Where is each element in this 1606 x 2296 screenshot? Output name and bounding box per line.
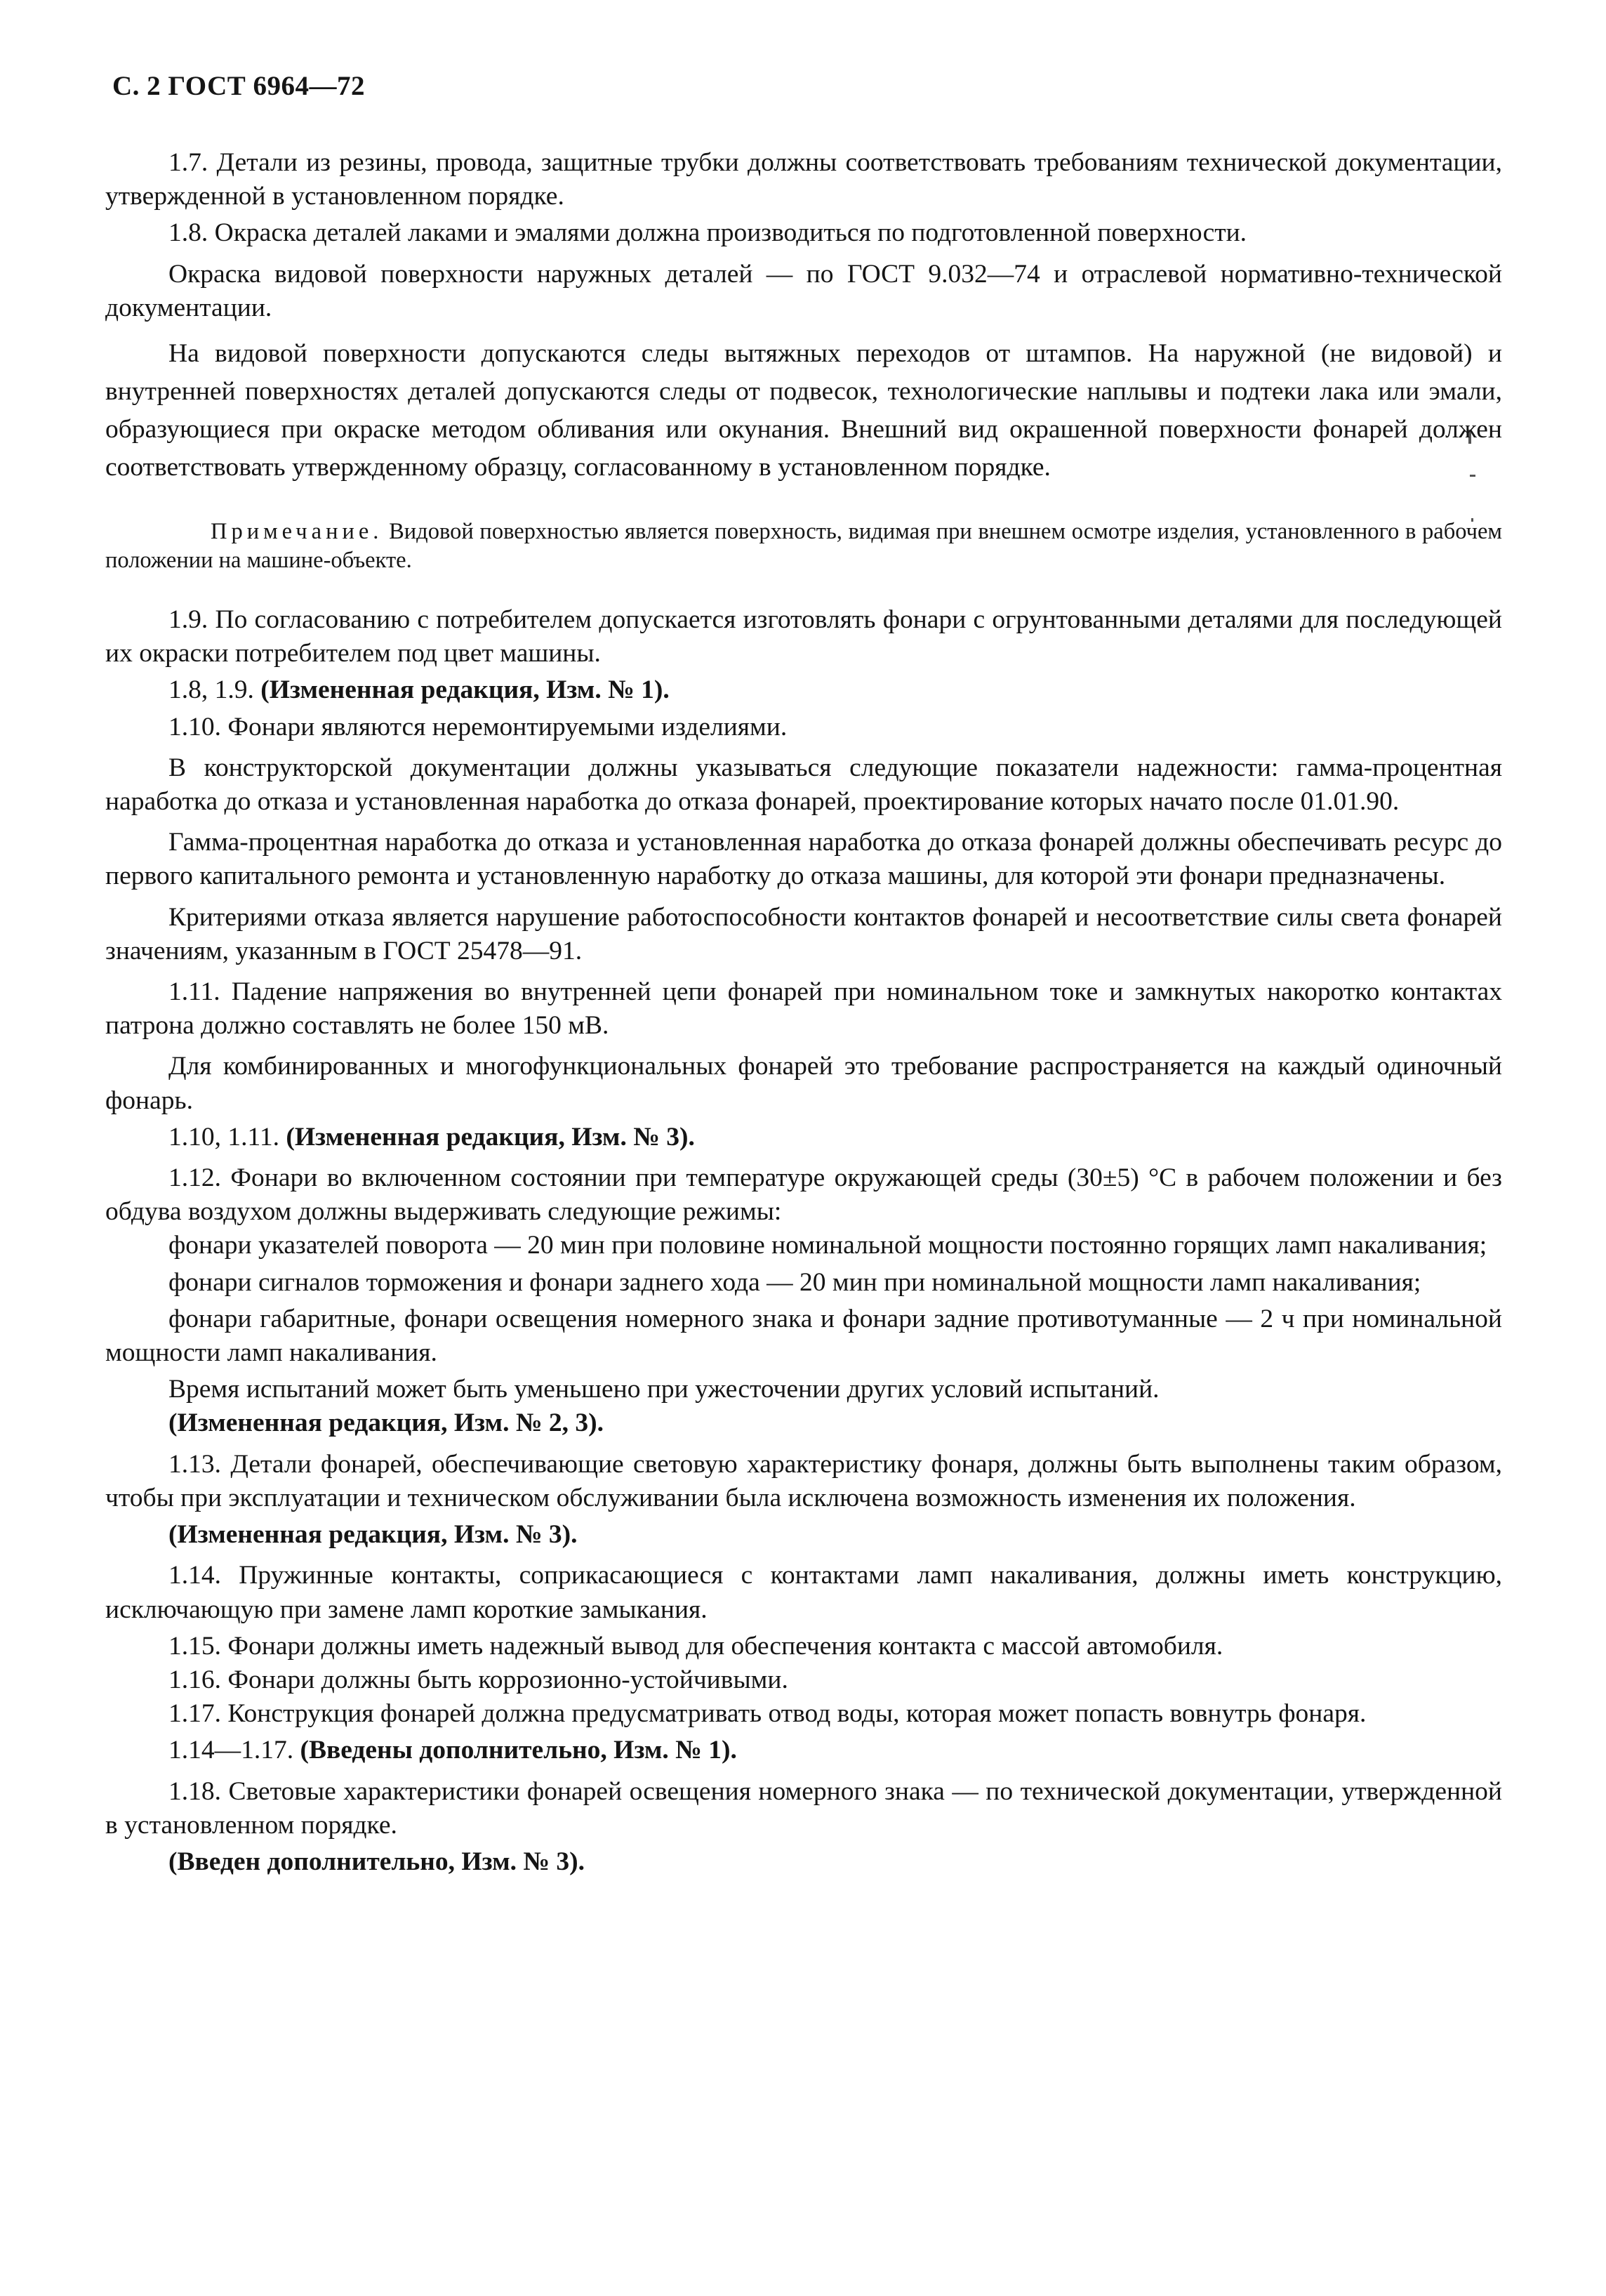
- paragraph: 1.16. Фонари должны быть коррозионно-устойчивыми.: [168, 1665, 788, 1694]
- amendment-line: (Введен дополнительно, Изм. № 3).: [168, 1847, 585, 1876]
- paragraph: 1.9. По согласованию с потребителем допускается изготовлять фонари с огрунтованными деталями для последующей их окраски потребителем под цвет машины.: [105, 605, 1502, 668]
- paragraph: 1.12. Фонари во включенном состоянии при температуре окружающей среды (30±5) °С в рабочем положении и без обдува воздухом должны выдерживать следующие режимы:: [105, 1163, 1502, 1227]
- paragraph: 1.10. Фонари являются неремонтируемыми изделиями.: [168, 712, 788, 741]
- paragraph: 1.13. Детали фонарей, обеспечивающие световую характеристику фонаря, должны быть выполнены таким образом, чтобы при эксплуатации и техническом обслуживании была исключена возможность изменения их положения.: [105, 1449, 1502, 1512]
- paragraph: фонари сигналов торможения и фонари заднего хода — 20 мин при номинальной мощности ламп накаливания;: [168, 1267, 1421, 1297]
- paragraph: фонари габаритные, фонари освещения номерного знака и фонари задние противотуманные — 2 ч при номинальной мощности ламп накаливания.: [105, 1304, 1502, 1368]
- note-label: Примечание.: [211, 519, 383, 545]
- page-header: С. 2 ГОСТ 6964—72: [112, 71, 365, 101]
- paragraph: Окраска видовой поверхности наружных деталей — по ГОСТ 9.032—74 и отраслевой нормативно-технической документации.: [105, 259, 1502, 322]
- note: [105, 517, 1502, 575]
- paragraph: В конструкторской документации должны указываться следующие показатели надежности: гамма-процентная наработка до отказа и установленная наработка до отказа фонарей, проектирование которых начато после 01.01.90.: [105, 753, 1502, 817]
- paragraph: 1.8. Окраска деталей лаками и эмалями должна производиться по подготовленной поверхности.: [168, 218, 1247, 248]
- paragraph: 1.11. Падение напряжения во внутренней цепи фонарей при номинальном токе и замкнутых накоротко контактах патрона должно составлять не более 150 мВ.: [105, 977, 1502, 1041]
- paragraph: Время испытаний может быть уменьшено при ужесточении других условий испытаний.: [168, 1375, 1160, 1404]
- paragraph: 1.18. Световые характеристики фонарей освещения номерного знака — по технической документации, утвержденной в установленном порядке.: [105, 1776, 1502, 1840]
- paragraph: На видовой поверхности допускаются следы вытяжных переходов от штампов. На наружной (не видовой) и внутренней поверхностях деталей допускаются следы от подвесок, технологические наплывы и подтеки лака или эмали, образующиеся при окраске методом обливания или окунания. Внешний вид окрашенной поверхности фонарей должен соответствовать утвержденному образцу, согласованному в установленном порядке.: [105, 339, 1502, 482]
- amendment-line: (Измененная редакция, Изм. № 2, 3).: [168, 1408, 604, 1438]
- paragraph: Гамма-процентная наработка до отказа и установленная наработка до отказа фонарей должны обеспечивать ресурс до первого капитального ремонта и установленную наработку до отказа машины, для которой эти фонари предназначены.: [105, 828, 1502, 891]
- amendment-line: (Измененная редакция, Изм. № 3).: [168, 1520, 578, 1550]
- paragraph: фонари указателей поворота — 20 мин при половине номинальной мощности постоянно горящих ламп накаливания;: [168, 1231, 1487, 1260]
- paragraph: 1.7. Детали из резины, провода, защитные трубки должны соответствовать требованиям технической документации, утвержденной в установленном порядке.: [105, 148, 1502, 211]
- amendment-line: 1.14—1.17. (Введены дополнительно, Изм. № 1).: [168, 1736, 737, 1765]
- amendment-line: 1.8, 1.9. (Измененная редакция, Изм. № 1).: [168, 675, 670, 705]
- note-text: Видовой поверхностью является поверхность, видимая при внешнем осмотре изделия, установленного в рабочем положении на машине-объекте.: [105, 519, 1502, 574]
- amendment-line: 1.10, 1.11. (Измененная редакция, Изм. № 3).: [168, 1122, 695, 1152]
- paragraph: 1.14. Пружинные контакты, соприкасающиеся с контактами ламп накаливания, должны иметь конструкцию, исключающую при замене ламп короткие замыкания.: [105, 1561, 1502, 1624]
- paragraph: Для комбинированных и многофункциональных фонарей это требование распространяется на каждый одиночный фонарь.: [105, 1052, 1502, 1115]
- paragraph: Критериями отказа является нарушение работоспособности контактов фонарей и несоответствие силы света фонарей значениям, указанным в ГОСТ 25478—91.: [105, 902, 1502, 965]
- document-body: [105, 146, 1502, 1879]
- paragraph: 1.17. Конструкция фонарей должна предусматривать отвод воды, которая может попасть вовнутрь фонаря.: [168, 1699, 1367, 1729]
- paragraph: 1.15. Фонари должны иметь надежный вывод для обеспечения контакта с массой автомобиля.: [168, 1631, 1223, 1661]
